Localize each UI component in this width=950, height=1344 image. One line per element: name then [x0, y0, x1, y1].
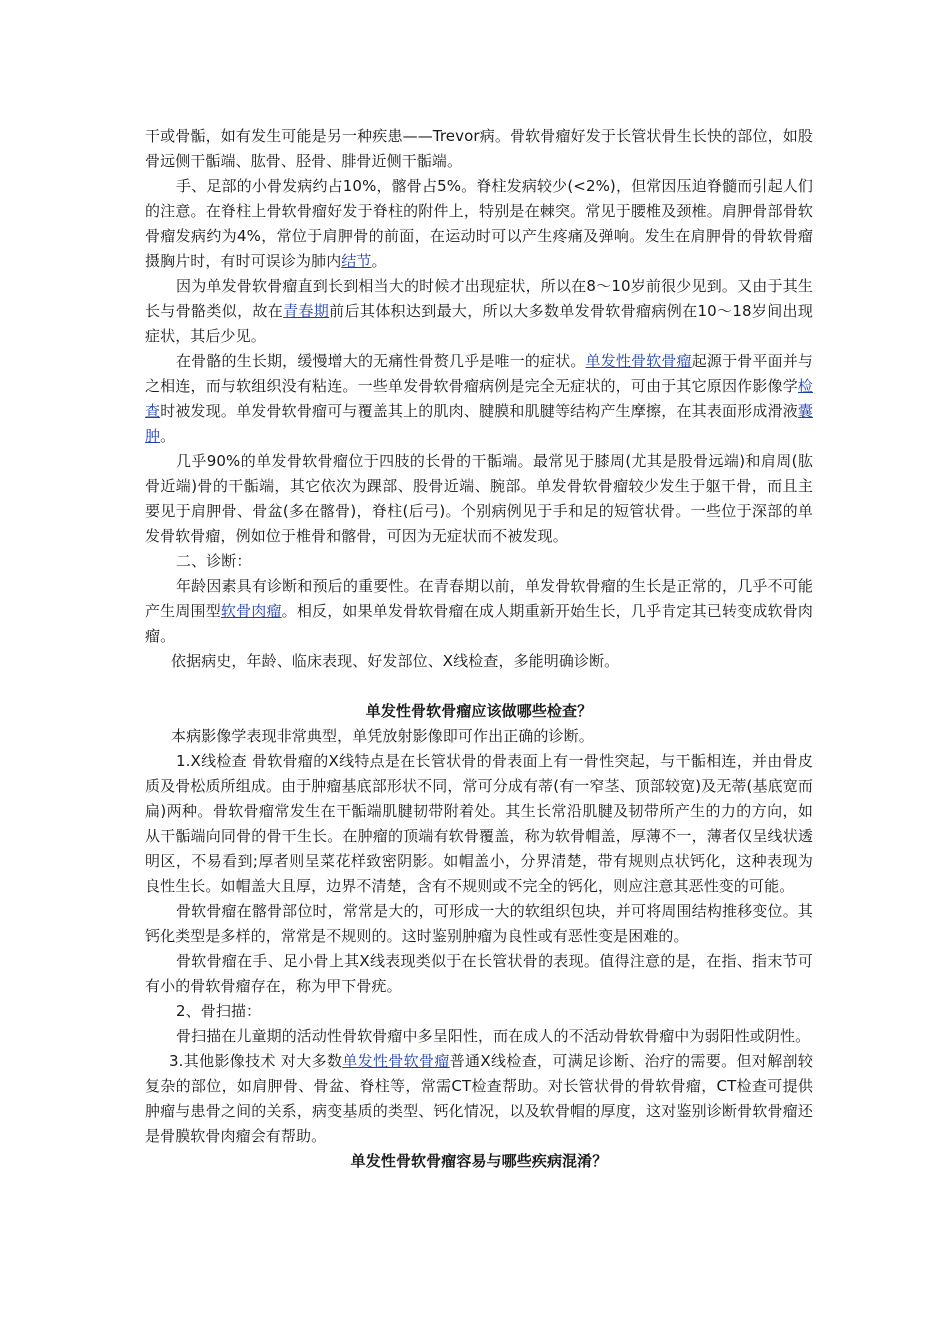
link-cyst[interactable]: 囊肿 [145, 402, 813, 445]
paragraph-ilium: 骨软骨瘤在髂骨部位时，常常是大的，可形成一大的软组织包块，并可将周围结构推移变位。其钙化类型是多样的，常常是不规则的。这时鉴别肿瘤为良性或有恶性变是困难的。 [145, 902, 813, 945]
section-diagnosis: 二、诊断： [176, 552, 252, 570]
section-bone-scan: 2、骨扫描： [176, 1002, 262, 1020]
paragraph-7: 依据病史，年龄、临床表现、好发部位、X线检查，多能明确诊断。 [171, 652, 620, 670]
paragraph-6: 年龄因素具有诊断和预后的重要性。在青春期以前，单发骨软骨瘤的生长是正常的，几乎不可能产生周围型软骨肉瘤。相反，如果单发骨软骨瘤在成人期重新开始生长，几乎肯定其已转变成软骨肉瘤。 [145, 577, 813, 645]
link-solitary-osteochondroma[interactable]: 单发性骨软骨瘤 [585, 352, 692, 370]
link-solitary-osteochondroma-2[interactable]: 单发性骨软骨瘤 [342, 1052, 450, 1070]
paragraph-8: 本病影像学表现非常典型，单凭放射影像即可作出正确的诊断。 [171, 727, 594, 745]
paragraph-other-imaging: 3.其他影像技术 对大多数单发性骨软骨瘤普通X线检查，可满足诊断、治疗的需要。但对解剖较复杂的部位，如肩胛骨、骨盆、脊柱等，常需CT检查帮助。对长管状骨的骨软骨瘤，CT检查可提供肿瘤与患骨之间的关系，病变基质的类型、钙化情况，以及软骨帽的厚度，这对鉴别诊断骨软骨瘤还是骨膜软骨肉瘤会有帮助。 [145, 1052, 813, 1145]
paragraph-1: 干或骨骺，如有发生可能是另一种疾患——Trevor病。骨软骨瘤好发于长管状骨生长快的部位，如股骨远侧干骺端、肱骨、胫骨、腓骨近侧干骺端。 [145, 127, 813, 170]
paragraph-4: 在骨骼的生长期，缓慢增大的无痛性骨赘几乎是唯一的症状。单发性骨软骨瘤起源于骨平面并与之相连，而与软组织没有粘连。一些单发骨软骨瘤病例是完全无症状的，可由于其它原因作影像学检查时被发现。单发骨软骨瘤可与覆盖其上的肌肉、腱膜和肌腱等结构产生摩擦，在其表面形成滑液囊肿。 [145, 352, 814, 445]
link-chondrosarcoma[interactable]: 软骨肉瘤 [220, 602, 282, 620]
link-puberty[interactable]: 青春期 [283, 302, 330, 320]
document-body [145, 124, 813, 1174]
heading-differential: 单发性骨软骨瘤容易与哪些疾病混淆？ [350, 1152, 608, 1170]
paragraph-2: 手、足部的小骨发病约占10%，髂骨占5%。脊柱发病较少(<2%)，但常因压迫脊髓而引起人们的注意。在脊柱上骨软骨瘤好发于脊柱的附件上，特别是在棘突。常见于腰椎及颈椎。肩胛骨部骨软骨瘤发病约为4%，常位于肩胛骨的前面，在运动时可以产生疼痛及弹响。发生在肩胛骨的骨软骨瘤摄胸片时，有时可误诊为肺内结节。 [145, 177, 813, 270]
paragraph-5: 几乎90%的单发骨软骨瘤位于四肢的长骨的干骺端。最常见于膝周(尤其是股骨远端)和肩周(肱骨近端)骨的干骺端，其它依次为踝部、股骨近端、腕部。单发骨软骨瘤较少发生于躯干骨，而且主要见于肩胛骨、骨盆(多在髂骨)，脊柱(后弓)。个别病例见于手和足的短管状骨。一些位于深部的单发骨软骨瘤，例如位于椎骨和髂骨，可因为无症状而不被发现。 [145, 452, 813, 545]
link-examination[interactable]: 检查 [145, 377, 813, 420]
paragraph-bone-scan: 骨扫描在儿童期的活动性骨软骨瘤中多呈阳性，而在成人的不活动骨软骨瘤中为弱阳性或阴性。 [176, 1027, 811, 1045]
link-nodule[interactable]: 结节 [341, 252, 372, 270]
paragraph-3: 因为单发骨软骨瘤直到长到相当大的时候才出现症状，所以在8～10岁前很少见到。又由于其生长与骨骼类似，故在青春期前后其体积达到最大，所以大多数单发骨软骨瘤病例在10～18岁间出现症状，其后少见。 [145, 277, 813, 345]
paragraph-hand-foot: 骨软骨瘤在手、足小骨上其X线表现类似于在长管状骨的表现。值得注意的是，在指、指末节可有小的骨软骨瘤存在，称为甲下骨疣。 [145, 952, 813, 995]
heading-examinations: 单发性骨软骨瘤应该做哪些检查？ [365, 702, 593, 720]
paragraph-xray: 1.X线检查 骨软骨瘤的X线特点是在长管状骨的骨表面上有一骨性突起，与干骺相连，并由骨皮质及骨松质所组成。由于肿瘤基底部形状不同，常可分成有蒂(有一窄茎、顶部较宽)及无蒂(基底宽而扁)两种。骨软骨瘤常发生在干骺端肌腱韧带附着处。其生长常沿肌腱及韧带所产生的力的方向，如从干骺端向同骨的骨干生长。在肿瘤的顶端有软骨覆盖，称为软骨帽盖，厚薄不一，薄者仅呈线状透明区，不易看到;厚者则呈菜花样致密阴影。如帽盖小，分界清楚，带有规则点状钙化，这种表现为良性生长。如帽盖大且厚，边界不清楚，含有不规则或不完全的钙化，则应注意其恶性变的可能。 [145, 752, 813, 895]
spacer [145, 674, 813, 699]
